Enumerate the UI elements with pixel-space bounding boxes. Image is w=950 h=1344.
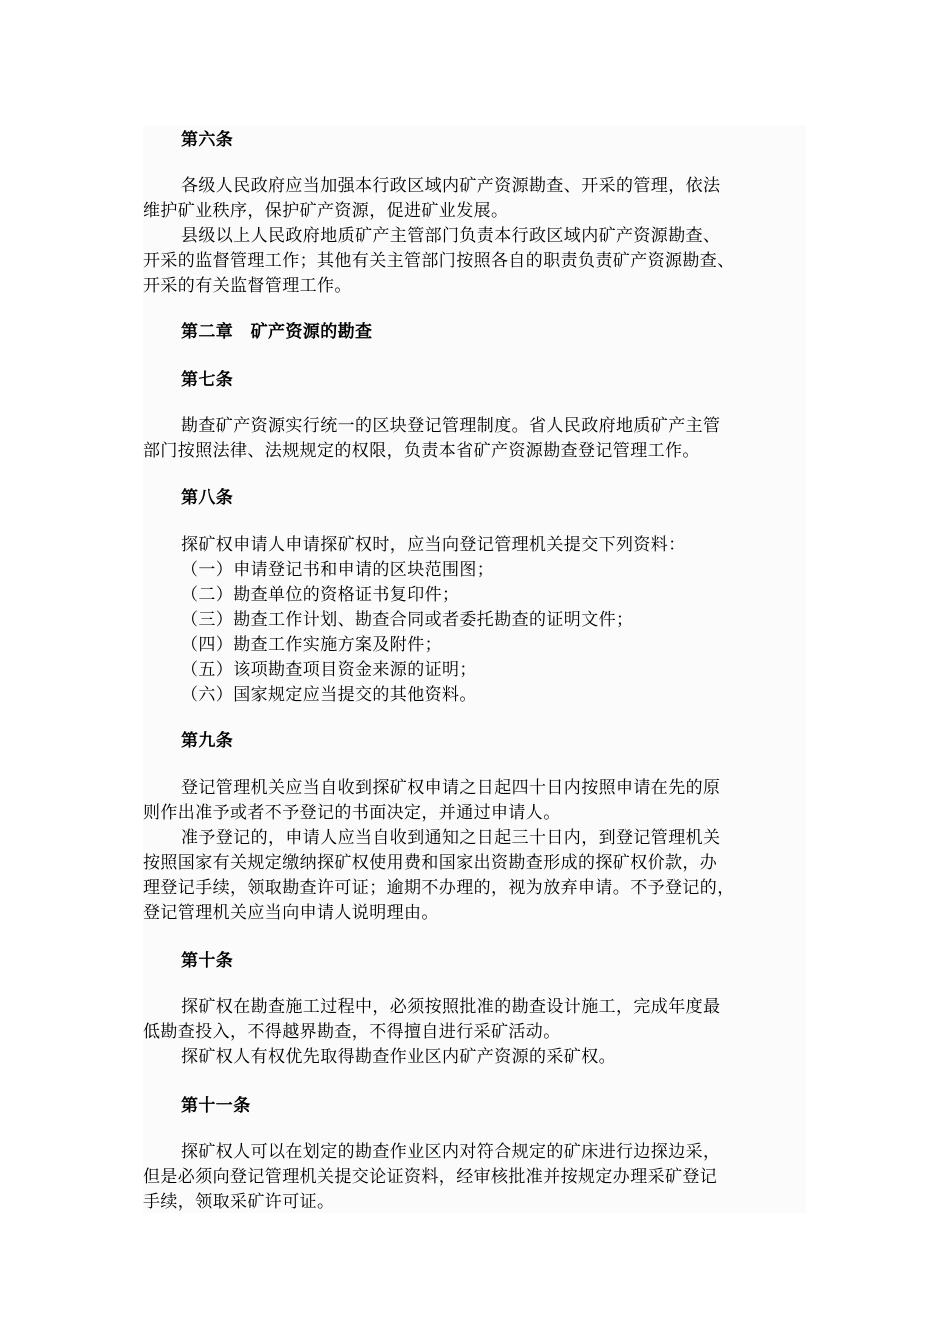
article-6-paragraph-1-line-1: 各级人民政府应当加强本行政区域内矿产资源勘查、开采的管理，依法: [181, 176, 721, 196]
article-7-heading: 第七条: [181, 370, 234, 390]
article-8-heading: 第八条: [181, 488, 234, 508]
article-9-paragraph-2-line-2: 按照国家有关规定缴纳探矿权使用费和国家出资勘查形成的探矿权价款，办: [143, 853, 718, 873]
article-9-paragraph-2-line-4: 登记管理机关应当向申请人说明理由。: [143, 903, 439, 923]
article-11-paragraph-1-line-1: 探矿权人可以在划定的勘查作业区内对符合规定的矿床进行边探边采，: [181, 1142, 721, 1162]
article-10-paragraph-1-line-2: 低勘查投入，不得越界勘查，不得擅自进行采矿活动。: [143, 1022, 561, 1042]
article-6-paragraph-2-line-1: 县级以上人民政府地质矿产主管部门负责本行政区域内矿产资源勘查、: [181, 226, 721, 246]
article-8-paragraph-1: 探矿权申请人申请探矿权时，应当向登记管理机关提交下列资料：: [181, 535, 686, 555]
chapter-2-heading: 第二章 矿产资源的勘查: [181, 322, 373, 342]
article-8-list-item: （二）勘查单位的资格证书复印件；: [181, 585, 460, 605]
article-9-paragraph-1-line-1: 登记管理机关应当自收到探矿权申请之日起四十日内按照申请在先的原: [181, 778, 721, 798]
article-7-paragraph-1-line-2: 部门按照法律、法规规定的权限，负责本省矿产资源勘查登记管理工作。: [143, 441, 700, 461]
article-8-list-item: （五）该项勘查项目资金来源的证明；: [181, 660, 477, 680]
article-8-list-item: （一）申请登记书和申请的区块范围图；: [181, 560, 495, 580]
article-9-paragraph-1-line-2: 则作出准予或者不予登记的书面决定，并通过申请人。: [143, 803, 561, 823]
article-11-heading: 第十一条: [181, 1096, 251, 1116]
article-8-list-item: （三）勘查工作计划、勘查合同或者委托勘查的证明文件；: [181, 610, 634, 630]
article-11-paragraph-1-line-3: 手续，领取采矿许可证。: [143, 1192, 335, 1212]
article-9-heading: 第九条: [181, 731, 234, 751]
article-8-list-item: （四）勘查工作实施方案及附件；: [181, 635, 442, 655]
article-10-heading: 第十条: [181, 951, 234, 971]
article-10-paragraph-1-line-1: 探矿权在勘查施工过程中，必须按照批准的勘查设计施工，完成年度最: [181, 997, 721, 1017]
article-11-paragraph-1-line-2: 但是必须向登记管理机关提交论证资料，经审核批准并按规定办理采矿登记: [143, 1167, 718, 1187]
article-10-paragraph-2-line-1: 探矿权人有权优先取得勘查作业区内矿产资源的采矿权。: [181, 1047, 616, 1067]
article-6-paragraph-2-line-2: 开采的监督管理工作；其他有关主管部门按照各自的职责负责矿产资源勘查、: [143, 251, 735, 271]
article-6-paragraph-1-line-2: 维护矿业秩序，保护矿产资源，促进矿业发展。: [143, 201, 509, 221]
article-7-paragraph-1-line-1: 勘查矿产资源实行统一的区块登记管理制度。省人民政府地质矿产主管: [181, 416, 721, 436]
document-page: [143, 125, 806, 1213]
article-9-paragraph-2-line-1: 准予登记的，申请人应当自收到通知之日起三十日内，到登记管理机关: [181, 828, 721, 848]
article-6-paragraph-2-line-3: 开采的有关监督管理工作。: [143, 276, 352, 296]
article-8-list-item: （六）国家规定应当提交的其他资料。: [181, 685, 477, 705]
article-9-paragraph-2-line-3: 理登记手续，领取勘查许可证；逾期不办理的，视为放弃申请。不予登记的，: [143, 878, 735, 898]
article-6-heading: 第六条: [181, 130, 234, 150]
